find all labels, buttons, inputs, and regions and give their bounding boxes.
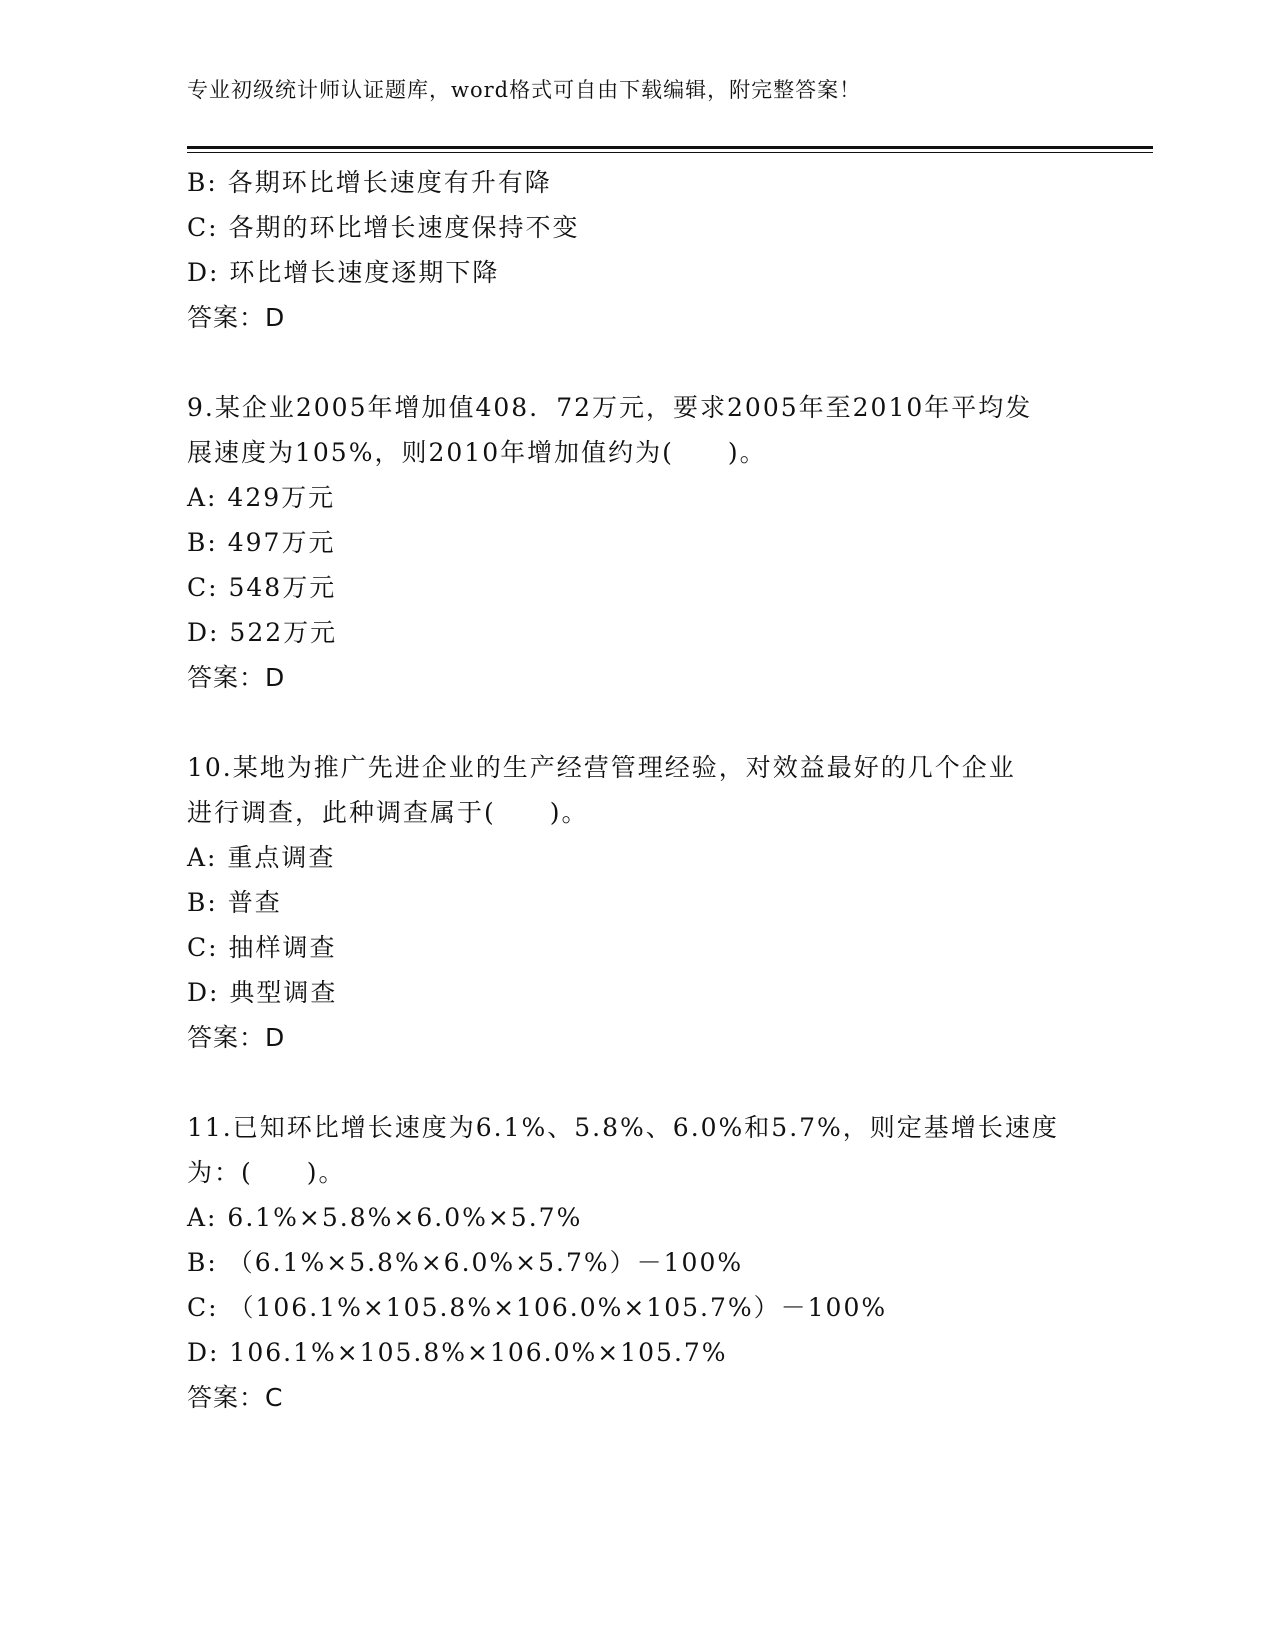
spacer	[187, 340, 1087, 385]
option-b: B: （6.1%×5.8%×6.0%×5.7%）－100%	[187, 1248, 744, 1277]
option-d: D: 典型调查	[187, 978, 338, 1007]
spacer	[187, 700, 1087, 745]
option-a: A: 6.1%×5.8%×6.0%×5.7%	[187, 1203, 583, 1232]
answer-line: 答案：D	[187, 303, 286, 332]
answer-line: 答案：D	[187, 1023, 286, 1052]
question-9	[187, 385, 1087, 700]
option-b: B: 497万元	[187, 528, 336, 557]
question-10	[187, 745, 1087, 1060]
option-a: A: 429万元	[187, 483, 336, 512]
question-text-line: 展速度为105%，则2010年增加值约为( )。	[187, 438, 767, 467]
option-d: D: 106.1%×105.8%×106.0%×105.7%	[187, 1338, 728, 1367]
header-rule-thick	[187, 146, 1153, 149]
option-b: B: 各期环比增长速度有升有降	[187, 168, 552, 197]
option-c: C: 各期的环比增长速度保持不变	[187, 213, 580, 242]
question-text-line: 11.已知环比增长速度为6.1%、5.8%、6.0%和5.7%，则定基增长速度	[187, 1113, 1059, 1142]
option-c: C: 抽样调查	[187, 933, 337, 962]
option-c: C: （106.1%×105.8%×106.0%×105.7%）－100%	[187, 1293, 888, 1322]
option-d: D: 522万元	[187, 618, 338, 647]
header-rule-thin	[187, 152, 1153, 153]
document-body	[187, 160, 1087, 1420]
option-d: D: 环比增长速度逐期下降	[187, 258, 500, 287]
answer-line: 答案：D	[187, 663, 286, 692]
question-11	[187, 1105, 1087, 1420]
option-c: C: 548万元	[187, 573, 337, 602]
option-a: A: 重点调查	[187, 843, 336, 872]
page-header: 专业初级统计师认证题库，word格式可自由下载编辑，附完整答案！	[187, 78, 862, 102]
question-text-line: 进行调查，此种调查属于( )。	[187, 798, 589, 827]
question-text-line: 9.某企业2005年增加值408．72万元，要求2005年至2010年平均发	[187, 393, 1033, 422]
option-b: B: 普查	[187, 888, 282, 917]
question-text-line: 为：( )。	[187, 1158, 346, 1187]
question-text-line: 10.某地为推广先进企业的生产经营管理经验，对效益最好的几个企业	[187, 753, 1016, 782]
spacer	[187, 1060, 1087, 1105]
answer-line: 答案：C	[187, 1383, 284, 1412]
question-8-continued	[187, 160, 1087, 340]
